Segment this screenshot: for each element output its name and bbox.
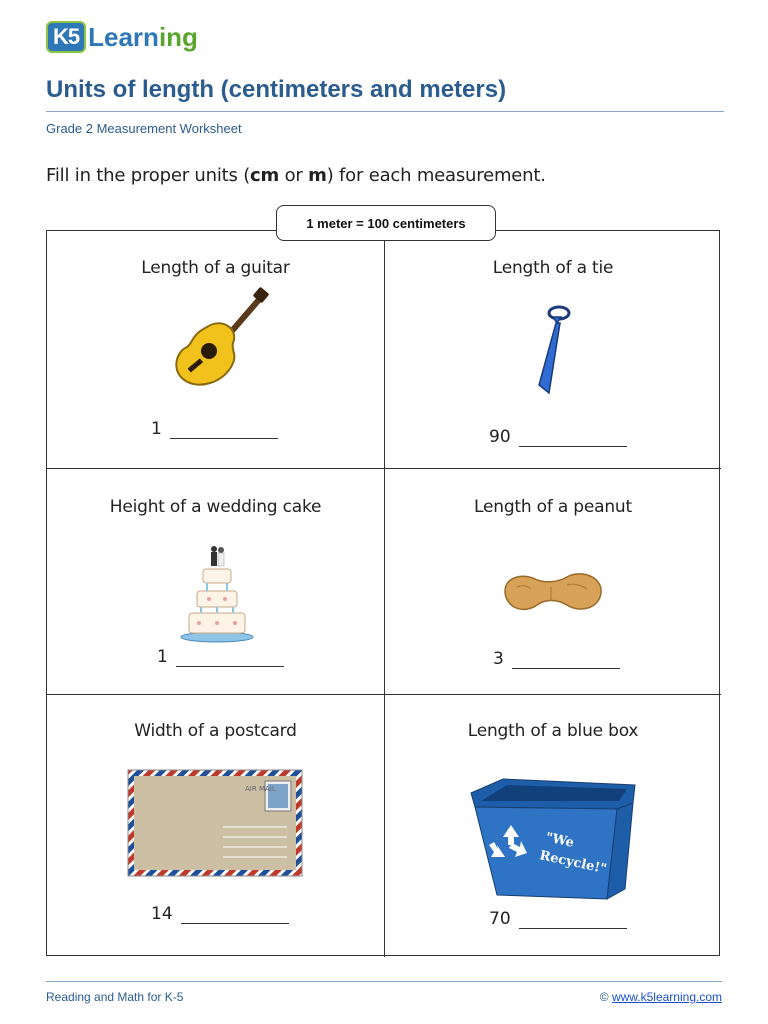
logo-word-a: Learn (88, 21, 159, 52)
answer-value: 70 (489, 909, 511, 929)
instruction-cm: cm (250, 165, 280, 186)
logo-word-b: ing (158, 21, 198, 52)
item-cell-guitar (47, 231, 385, 469)
instruction-pre: Fill in the proper units ( (46, 165, 251, 186)
k5-learning-logo (46, 14, 198, 60)
answer-row (151, 904, 289, 924)
answer-value: 1 (157, 647, 168, 667)
answer-row (489, 427, 627, 447)
postcard-stamp-text: AIR MAIL (245, 785, 276, 793)
item-label: Length of a guitar (141, 258, 290, 278)
instruction-m: m (308, 165, 327, 186)
answer-blank[interactable] (519, 430, 627, 447)
logo-wordmark (88, 22, 198, 53)
answer-row (157, 647, 284, 667)
box-text-line2: Recycle!" (538, 848, 608, 878)
instruction-post: ) for each measurement. (326, 165, 546, 186)
answer-blank[interactable] (170, 422, 278, 439)
guitar-icon (167, 287, 271, 395)
item-cell-wedding-cake (47, 469, 385, 695)
footer-website-link[interactable]: www.k5learning.com (611, 990, 722, 1004)
answer-value: 14 (151, 904, 173, 924)
answer-blank[interactable] (512, 652, 620, 669)
wedding-cake-icon (177, 541, 257, 643)
recycle-box-icon (467, 775, 639, 903)
logo-k5-badge: K5 (46, 21, 86, 53)
tie-icon (527, 303, 577, 401)
conversion-note: 1 meter = 100 centimeters (276, 205, 496, 241)
footer-tagline: Reading and Math for K-5 (46, 990, 184, 1004)
answer-row (151, 419, 278, 439)
box-text-line1: "We (544, 830, 576, 851)
item-cell-postcard (47, 695, 385, 957)
copyright-symbol: © (599, 990, 609, 1004)
answer-row (493, 649, 620, 669)
header-divider (46, 111, 724, 112)
item-cell-peanut (385, 469, 721, 695)
page-subtitle: Grade 2 Measurement Worksheet (46, 121, 242, 136)
answer-blank[interactable] (176, 650, 284, 667)
answer-value: 3 (493, 649, 504, 669)
answer-value: 1 (151, 419, 162, 439)
peanut-icon (497, 567, 607, 617)
item-label: Length of a tie (492, 258, 614, 278)
answer-row (489, 909, 627, 929)
item-label: Length of a peanut (474, 497, 632, 517)
measurement-grid (46, 230, 720, 956)
answer-value: 90 (489, 427, 511, 447)
page-title: Units of length (centimeters and meters) (46, 76, 507, 103)
item-cell-blue-box (385, 695, 721, 957)
answer-blank[interactable] (519, 912, 627, 929)
answer-blank[interactable] (181, 907, 289, 924)
item-label: Width of a postcard (134, 721, 297, 741)
instruction-text (46, 165, 546, 186)
footer-credit (600, 990, 722, 1004)
instruction-mid: or (279, 165, 309, 186)
item-cell-tie (385, 231, 721, 469)
item-label: Length of a blue box (467, 721, 639, 741)
footer-divider (46, 981, 722, 982)
item-label: Height of a wedding cake (109, 497, 322, 517)
postcard-icon (127, 769, 303, 877)
